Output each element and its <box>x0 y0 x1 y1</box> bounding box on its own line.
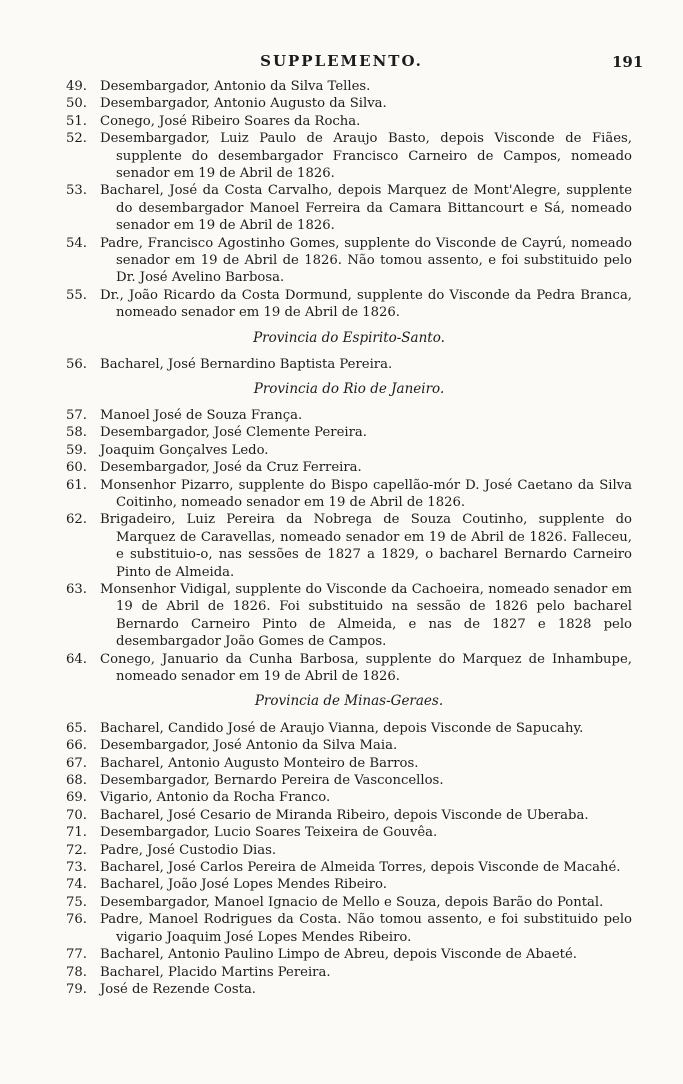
list-item <box>66 859 632 876</box>
entry-text: Bacharel, Antonio Augusto Monteiro de Barros. <box>100 755 419 771</box>
entry-text: Conego, Januario da Cunha Barbosa, supplente do Marquez de Inhambupe, nomeado senador em 19 de Abril de 1826. <box>100 651 632 684</box>
list-item <box>66 78 632 95</box>
entry-number: 52. <box>66 131 87 147</box>
entry-text: Desembargador, Bernardo Pereira de Vasconcellos. <box>100 773 444 789</box>
list-item <box>66 894 632 911</box>
entry-text: Desembargador, José da Cruz Ferreira. <box>100 460 362 476</box>
list-item <box>66 964 632 981</box>
entry-text: Desembargador, Manoel Ignacio de Mello e Souza, depois Barão do Pontal. <box>100 894 604 910</box>
running-title: SUPPLEMENTO. <box>260 52 423 70</box>
entry-text: Desembargador, Antonio Augusto da Silva. <box>100 96 387 112</box>
entry-number: 73. <box>66 860 87 876</box>
list-item <box>66 737 632 754</box>
entry-number: 78. <box>66 964 87 980</box>
entry-number: 75. <box>66 894 87 910</box>
entry-text: Joaquim Gonçalves Ledo. <box>100 442 269 458</box>
entry-text: Dr., João Ricardo da Costa Dormund, supplente do Visconde da Pedra Branca, nomeado senador em 19 de Abril de 1826. <box>100 287 632 321</box>
entry-number: 70. <box>66 807 87 823</box>
entry-text: Bacharel, Antonio Paulino Limpo de Abreu, depois Visconde de Abaeté. <box>100 947 577 963</box>
list-item <box>66 130 632 182</box>
entry-number: 59. <box>66 442 87 458</box>
entry-text: Desembargador, José Antonio da Silva Maia. <box>100 738 398 754</box>
entry-number: 49. <box>66 79 87 94</box>
entry-text: Brigadeiro, Luiz Pereira da Nobrega de Souza Coutinho, supplente do Marquez de Caravellas, nomeado senador em 19 de Abril de 1826. Falleceu, e substituio-o, nas sessões de 1827 a 1829, o bacharel Bernardo Carneiro Pinto de Almeida. <box>100 512 632 580</box>
entry-number: 62. <box>66 512 87 528</box>
list-item <box>66 876 632 893</box>
list-item <box>66 581 632 651</box>
entry-number: 65. <box>66 720 87 736</box>
entry-text: Padre, Francisco Agostinho Gomes, supplente do Visconde de Cayrú, nomeado senador em 19 de Abril de 1826. Não tomou assento, e foi substituido pelo Dr. José Avelino Barbosa. <box>100 235 632 286</box>
entry-text: Manoel José de Souza França. <box>100 407 303 423</box>
section-heading-espirito-santo: Provincia do Espirito-Santo. <box>253 329 445 346</box>
list-item <box>66 911 632 946</box>
entry-number: 53. <box>66 183 87 199</box>
entry-number: 76. <box>66 912 87 928</box>
list-item <box>66 842 632 859</box>
list-item <box>66 789 632 806</box>
list-item <box>66 651 632 686</box>
list-item <box>66 477 632 512</box>
list-item <box>66 113 632 130</box>
entry-number: 57. <box>66 407 87 423</box>
entry-number: 79. <box>66 981 87 997</box>
list-item <box>66 424 632 441</box>
list-item <box>66 511 632 581</box>
entry-text: Desembargador, Luiz Paulo de Araujo Basto, depois Visconde de Fiães, supplente do desembargador Francisco Carneiro de Campos, nomeado senador em 19 de Abril de 1826. <box>100 131 632 182</box>
entry-text: Conego, José Ribeiro Soares da Rocha. <box>100 113 361 129</box>
section-heading-rio-de-janeiro: Provincia do Rio de Janeiro. <box>253 380 445 397</box>
entry-text: Padre, Manoel Rodrigues da Costa. Não tomou assento, e foi substituido pelo vigario Joaquim José Lopes Mendes Ribeiro. <box>100 912 632 945</box>
list-item <box>66 407 632 424</box>
entries-group-minas-geraes <box>66 720 632 999</box>
list-item <box>66 720 632 737</box>
entry-number: 54. <box>66 235 87 251</box>
entry-text: Desembargador, Lucio Soares Teixeira de Gouvêa. <box>100 825 438 841</box>
entry-text: José de Rezende Costa. <box>100 981 256 997</box>
entry-number: 71. <box>66 825 87 841</box>
entry-text: Bacharel, José Bernardino Baptista Pereira. <box>100 357 393 373</box>
list-item <box>66 95 632 112</box>
entry-number: 74. <box>66 877 87 893</box>
entry-number: 77. <box>66 947 87 963</box>
entry-text: Bacharel, José Cesario de Miranda Ribeiro, depois Visconde de Uberaba. <box>100 807 589 823</box>
entry-text: Monsenhor Pizarro, supplente do Bispo capellão-mór D. José Caetano da Silva Coitinho, nomeado senador em 19 de Abril de 1826. <box>100 477 632 510</box>
entry-number: 68. <box>66 773 87 789</box>
entry-number: 58. <box>66 425 87 441</box>
list-item <box>66 356 632 373</box>
list-item <box>66 755 632 772</box>
entry-text: Bacharel, José da Costa Carvalho, depois Marquez de Mont'Alegre, supplente do desembargador Manoel Ferreira da Camara Bittancourt e Sá, nomeado senador em 19 de Abril de 1826. <box>100 183 632 234</box>
section-heading-minas-geraes: Provincia de Minas-Geraes. <box>254 693 444 710</box>
entry-number: 67. <box>66 755 87 771</box>
list-item <box>66 981 632 998</box>
page-number: 191 <box>612 53 644 71</box>
list-item <box>66 287 632 322</box>
entry-number: 51. <box>66 113 87 129</box>
entry-number: 61. <box>66 477 87 493</box>
list-item <box>66 235 632 287</box>
entry-text: Bacharel, João José Lopes Mendes Ribeiro. <box>100 877 387 893</box>
list-item <box>66 459 632 476</box>
senator-list <box>66 78 632 998</box>
entries-group-espirito-santo <box>66 356 632 373</box>
entry-number: 66. <box>66 738 87 754</box>
list-item <box>66 807 632 824</box>
entry-text: Bacharel, Candido José de Araujo Vianna, depois Visconde de Sapucahy. <box>100 720 584 736</box>
list-item <box>66 824 632 841</box>
list-item <box>66 442 632 459</box>
entry-number: 63. <box>66 581 87 597</box>
entry-text: Bacharel, Placido Martins Pereira. <box>100 964 331 980</box>
entry-text: Padre, José Custodio Dias. <box>100 842 277 858</box>
entry-number: 72. <box>66 842 87 858</box>
list-item <box>66 182 632 234</box>
entry-text: Bacharel, José Carlos Pereira de Almeida Torres, depois Visconde de Macahé. <box>100 860 621 876</box>
entry-text: Desembargador, Antonio da Silva Telles. <box>100 79 371 94</box>
entry-number: 55. <box>66 287 87 303</box>
entry-text: Monsenhor Vidigal, supplente do Visconde da Cachoeira, nomeado senador em 19 de Abril de 1826. Foi substituido na sessão de 1826 pelo bacharel Bernardo Carneiro Pinto de Almeida, e nas de 1827 e 1828 pelo desembargador João Gomes de Campos. <box>100 581 632 650</box>
list-item <box>66 772 632 789</box>
entries-group-bahia <box>66 78 632 322</box>
entry-number: 64. <box>66 651 87 667</box>
entry-text: Desembargador, José Clemente Pereira. <box>100 425 367 441</box>
entry-number: 60. <box>66 460 87 476</box>
entries-group-rio-de-janeiro <box>66 407 632 686</box>
list-item <box>66 946 632 963</box>
entry-number: 69. <box>66 790 87 806</box>
entry-number: 50. <box>66 96 87 112</box>
entry-text: Vigario, Antonio da Rocha Franco. <box>100 790 331 806</box>
entry-number: 56. <box>66 357 87 373</box>
